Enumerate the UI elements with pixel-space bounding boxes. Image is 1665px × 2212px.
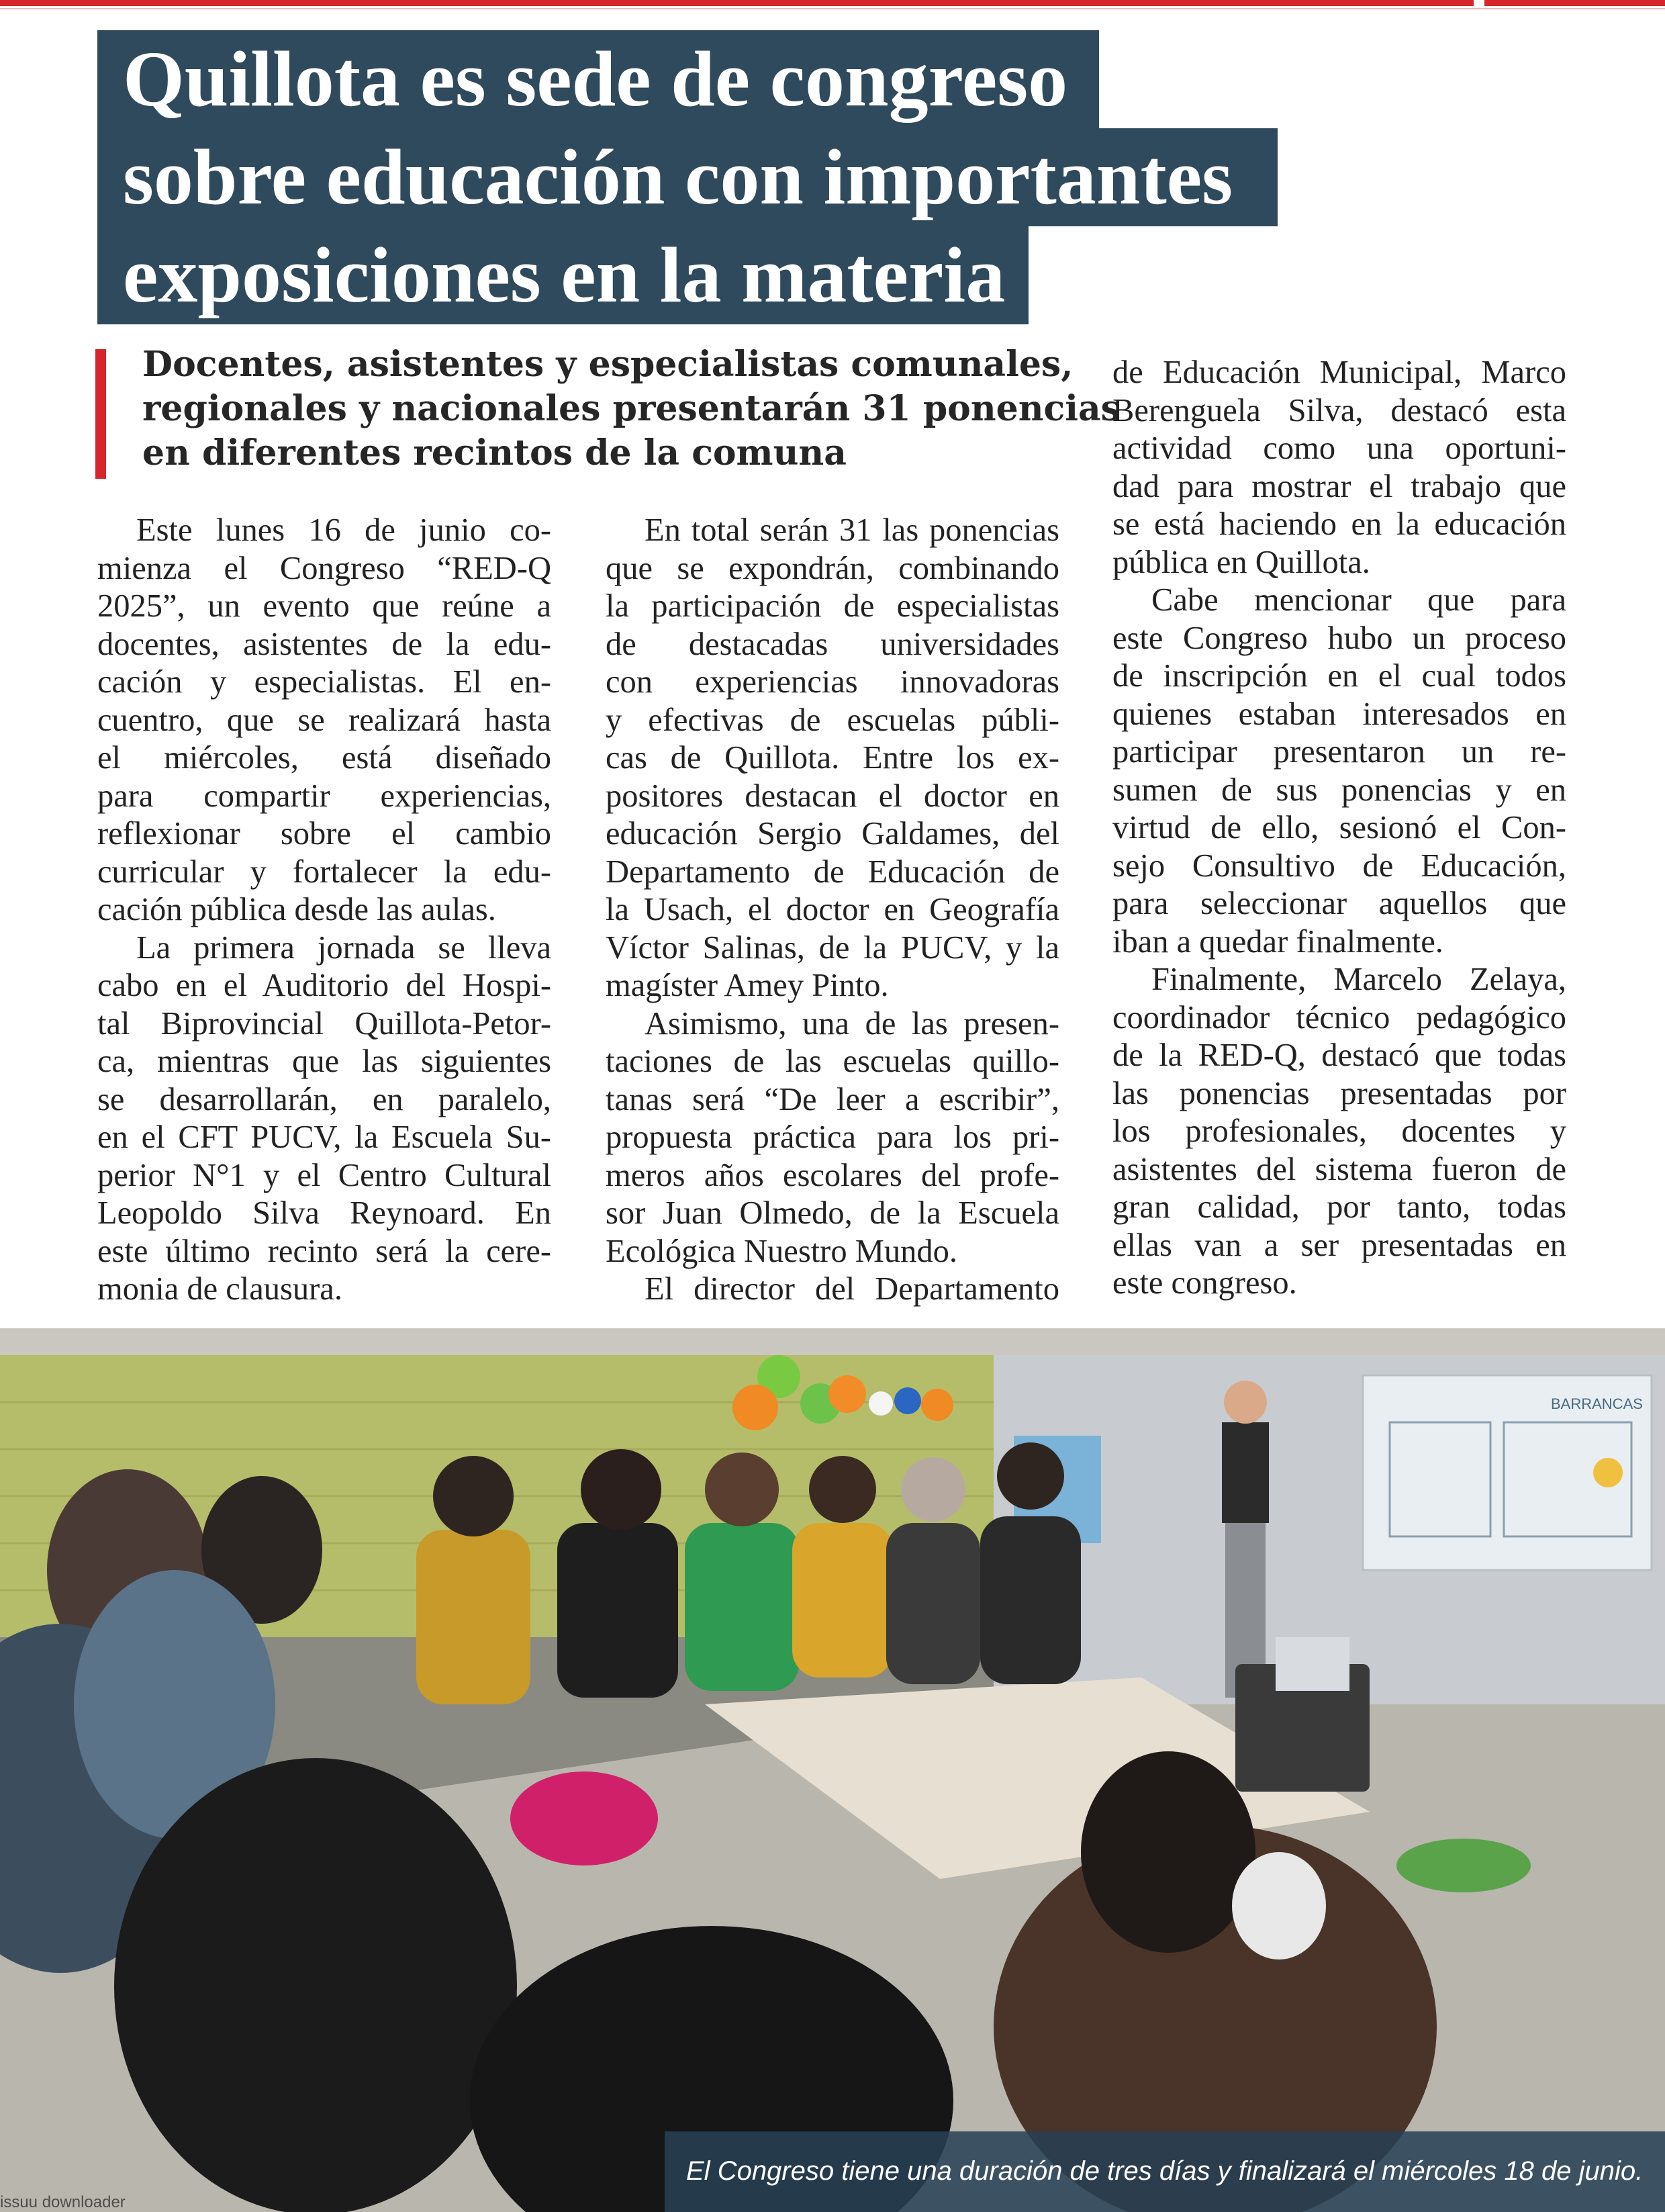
text-line: cuentro, que se realizará hasta <box>97 702 551 738</box>
text-line: Berenguela Silva, destacó esta <box>1112 392 1566 428</box>
text-line: de Educación Municipal, Marco <box>1112 355 1566 390</box>
text-line: meros años escolares del profe- <box>606 1157 1059 1193</box>
watermark: issuu downloader <box>0 2193 126 2211</box>
text-line: para compartir experiencias, <box>97 778 551 814</box>
lead-paragraph <box>142 342 1121 475</box>
text-line: reflexionar sobre el cambio <box>97 816 551 851</box>
text-line: Ecológica Nuestro Mundo. <box>606 1233 957 1269</box>
photo-balloon-orange <box>732 1385 778 1430</box>
text-line: perior N°1 y el Centro Cultural <box>97 1157 551 1193</box>
text-line: magíster Amey Pinto. <box>606 968 889 1003</box>
top-rule-gap <box>1474 0 1484 8</box>
photo-balloon-blue <box>894 1387 921 1414</box>
text-line: los profesionales, docentes y <box>1112 1113 1566 1149</box>
text-line: virtud de ello, sesionó el Con- <box>1112 810 1566 845</box>
text-line: tanas será “De leer a escribir”, <box>606 1081 1059 1117</box>
text-line: coordinador técnico pedagógico <box>1112 999 1566 1035</box>
top-rule <box>0 0 1474 6</box>
text-line: 2025”, un evento que reúne a <box>97 588 551 624</box>
text-line: Víctor Salinas, de la PUCV, y la <box>606 929 1059 966</box>
text-line: se está haciendo en la educación <box>1112 506 1566 542</box>
text-line: pública en Quillota. <box>1112 544 1370 580</box>
text-line: en el CFT PUCV, la Escuela Su- <box>97 1119 551 1155</box>
text-line: actividad como una oportuni- <box>1112 430 1566 466</box>
text-line: la Usach, el doctor en Geografía <box>606 892 1059 927</box>
text-line: cación pública desde las aulas. <box>97 892 496 927</box>
text-line: de destacadas universidades <box>606 626 1059 662</box>
text-line: iban a quedar finalmente. <box>1112 923 1443 960</box>
text-line: se desarrollarán, en paralelo, <box>97 1081 551 1117</box>
text-line: El director del Departamento <box>645 1271 1059 1307</box>
text-line: este último recinto será la cere- <box>97 1233 551 1269</box>
text-line: La primera jornada se lleva <box>136 929 551 966</box>
headline-line-2: sobre educación con importantes <box>97 128 1278 226</box>
text-line: las ponencias presentadas por <box>1112 1075 1566 1111</box>
photo-laptop <box>1276 1637 1349 1691</box>
text-line: este Congreso hubo un proceso <box>1112 620 1566 656</box>
text-line: Departamento de Educación de <box>606 854 1059 890</box>
body-column-3 <box>1112 354 1566 1303</box>
text-line: gran calidad, por tanto, todas <box>1112 1189 1566 1225</box>
body-column-2 <box>606 512 1059 1309</box>
text-line: ellas van a ser presentadas en <box>1112 1227 1566 1263</box>
photo-slide-sun <box>1593 1458 1623 1487</box>
text-line: sejo Consultivo de Educación, <box>1112 847 1566 884</box>
top-rule-right <box>1484 0 1665 6</box>
text-line: ca, mientras que las siguientes <box>97 1044 551 1079</box>
lead-line: Docentes, asistentes y especialistas comunales, <box>142 344 1074 385</box>
text-line: mienza el Congreso “RED-Q <box>97 550 551 586</box>
text-line: curricular y fortalecer la edu- <box>97 854 551 890</box>
text-line: docentes, asistentes de la edu- <box>97 626 551 662</box>
headline-line-3: exposiciones en la materia <box>97 226 1029 324</box>
lead-line: regionales y nacionales presentarán 31 ponencias <box>142 388 1121 429</box>
text-line: que se expondrán, combinando <box>606 550 1059 586</box>
photo-slide-title: BARRANCAS <box>1551 1395 1643 1412</box>
text-line: Este lunes 16 de junio co- <box>136 512 551 548</box>
text-line: este congreso. <box>1112 1265 1297 1301</box>
text-line: participar presentaron un re- <box>1112 734 1566 770</box>
text-line: tal Biprovincial Quillota-Petor- <box>97 1005 551 1042</box>
lead-accent-bar <box>95 349 106 479</box>
body-column-1 <box>97 512 551 1309</box>
text-line: propuesta práctica para los pri- <box>606 1119 1059 1155</box>
photo-caption: El Congreso tiene una duración de tres días y finalizará el miércoles 18 de junio. <box>686 2156 1644 2186</box>
text-line: y efectivas de escuelas públi- <box>606 702 1059 738</box>
top-rule-thin <box>0 8 1665 9</box>
text-line: de la RED-Q, destacó que todas <box>1112 1038 1566 1073</box>
text-line: Finalmente, Marcelo Zelaya, <box>1151 962 1566 997</box>
lead-line: en diferentes recintos de la comuna <box>142 432 847 473</box>
photo-illustration <box>0 1328 1665 2212</box>
text-line: de inscripción en el cual todos <box>1112 658 1566 694</box>
photo-presenter-head <box>1224 1381 1267 1424</box>
text-line: cación y especialistas. El en- <box>97 664 551 700</box>
text-line: quienes estaban interesados en <box>1112 696 1566 732</box>
text-line: Cabe mencionar que para <box>1151 582 1566 618</box>
text-line: para seleccionar aquellos que <box>1112 886 1566 921</box>
text-line: positores destacan el doctor en <box>606 778 1059 814</box>
text-line: monia de clausura. <box>97 1271 342 1307</box>
text-line: con experiencias innovadoras <box>606 664 1059 700</box>
text-line: asistentes del sistema fueron de <box>1112 1151 1566 1187</box>
text-line: educación Sergio Galdames, del <box>606 816 1059 851</box>
text-line: sor Juan Olmedo, de la Escuela <box>606 1195 1059 1231</box>
photo-balloon-orange-3 <box>921 1389 953 1421</box>
text-line: sumen de sus ponencias y en <box>1112 772 1566 808</box>
photo-balloon-orange-2 <box>828 1375 866 1413</box>
photo-balloon-white <box>869 1391 893 1416</box>
text-line: cas de Quillota. Entre los ex- <box>606 740 1059 776</box>
text-line: Leopoldo Silva Reynoard. En <box>97 1195 551 1231</box>
photo-presenter-torso <box>1222 1422 1269 1523</box>
text-line: el miércoles, está diseñado <box>97 740 551 776</box>
photo-green-cushion <box>1396 1839 1531 1892</box>
text-line: la participación de especialistas <box>606 588 1059 624</box>
headline-line-1: Quillota es sede de congreso <box>97 30 1099 128</box>
text-line: taciones de las escuelas quillo- <box>606 1044 1059 1079</box>
text-line: En total serán 31 las ponencias <box>645 512 1059 548</box>
text-line: Asimismo, una de las presen- <box>645 1005 1059 1042</box>
article-photo <box>0 1328 1665 2212</box>
text-line: cabo en el Auditorio del Hospi- <box>97 968 551 1003</box>
text-line: dad para mostrar el trabajo que <box>1112 468 1566 504</box>
